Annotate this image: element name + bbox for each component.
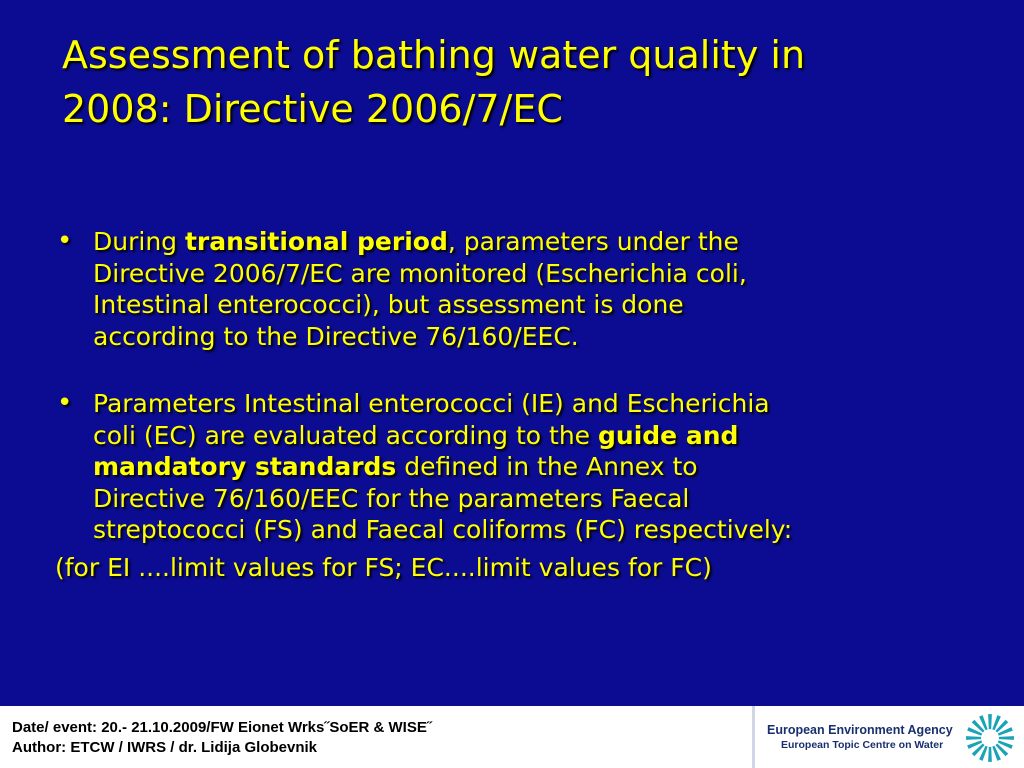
topic-centre-name: European Topic Centre on Water xyxy=(781,739,944,751)
logo-ray xyxy=(966,736,981,740)
bullet-text: , parameters under the xyxy=(447,227,739,256)
title-line-1: Assessment of bathing water quality in xyxy=(62,33,806,77)
logo-ray xyxy=(988,714,992,729)
bullet-item-transitional-period xyxy=(55,226,955,352)
logo-ray xyxy=(988,747,992,762)
bullet-emphasis: guide and xyxy=(598,420,739,450)
bullet-line: Parameters Intestinal enterococci (IE) and Escherichia xyxy=(93,389,770,418)
bullet-text: During xyxy=(93,227,185,256)
footer-date-event: Date/ event: 20.- 21.10.2009/FW Eionet Wrks˝SoER & WISE˝ xyxy=(12,719,432,736)
bullet-item-parameters xyxy=(55,388,955,546)
logo-ray xyxy=(999,736,1014,740)
bullet-dot-icon: • xyxy=(57,388,73,418)
bullet-emphasis: mandatory standards xyxy=(93,452,397,481)
footer-author: Author: ETCW / IWRS / dr. Lidija Globevnik xyxy=(12,739,318,756)
bullet-line: Directive 2006/7/EC are monitored (Escherichia coli, xyxy=(93,258,747,288)
slide-body xyxy=(55,226,955,583)
footer-credits xyxy=(12,718,432,758)
agency-name-block xyxy=(767,723,953,753)
slide-title xyxy=(62,28,1002,136)
bullet-text: coli (EC) are evaluated according to the xyxy=(93,420,599,450)
title-line-2: 2008: Directive 2006/7/EC xyxy=(62,87,563,131)
limit-values-note: (for EI ....limit values for FS; EC....limit values for FC) xyxy=(55,552,712,582)
footer-bar xyxy=(0,706,1024,768)
bullet-line: according to the Directive 76/160/EEC. xyxy=(93,321,579,351)
bullet-dot-icon: • xyxy=(57,226,73,256)
bullet-line xyxy=(93,420,955,452)
bullet-emphasis: transitional period xyxy=(184,227,448,256)
bullet-line: streptococci (FS) and Faecal coliforms (FC) respectively: xyxy=(93,515,793,544)
bullet-line: Intestinal enterococci), but assessment is done xyxy=(93,290,684,319)
footer-divider xyxy=(752,706,755,768)
eea-sunburst-logo-icon xyxy=(964,712,1016,764)
bullet-line: Directive 76/160/EEC for the parameters Faecal xyxy=(93,483,690,513)
agency-name: European Environment Agency xyxy=(767,723,953,737)
bullet-line xyxy=(93,226,955,258)
bullet-text: defined in the Annex to xyxy=(396,452,698,481)
bullet-line xyxy=(93,451,955,483)
